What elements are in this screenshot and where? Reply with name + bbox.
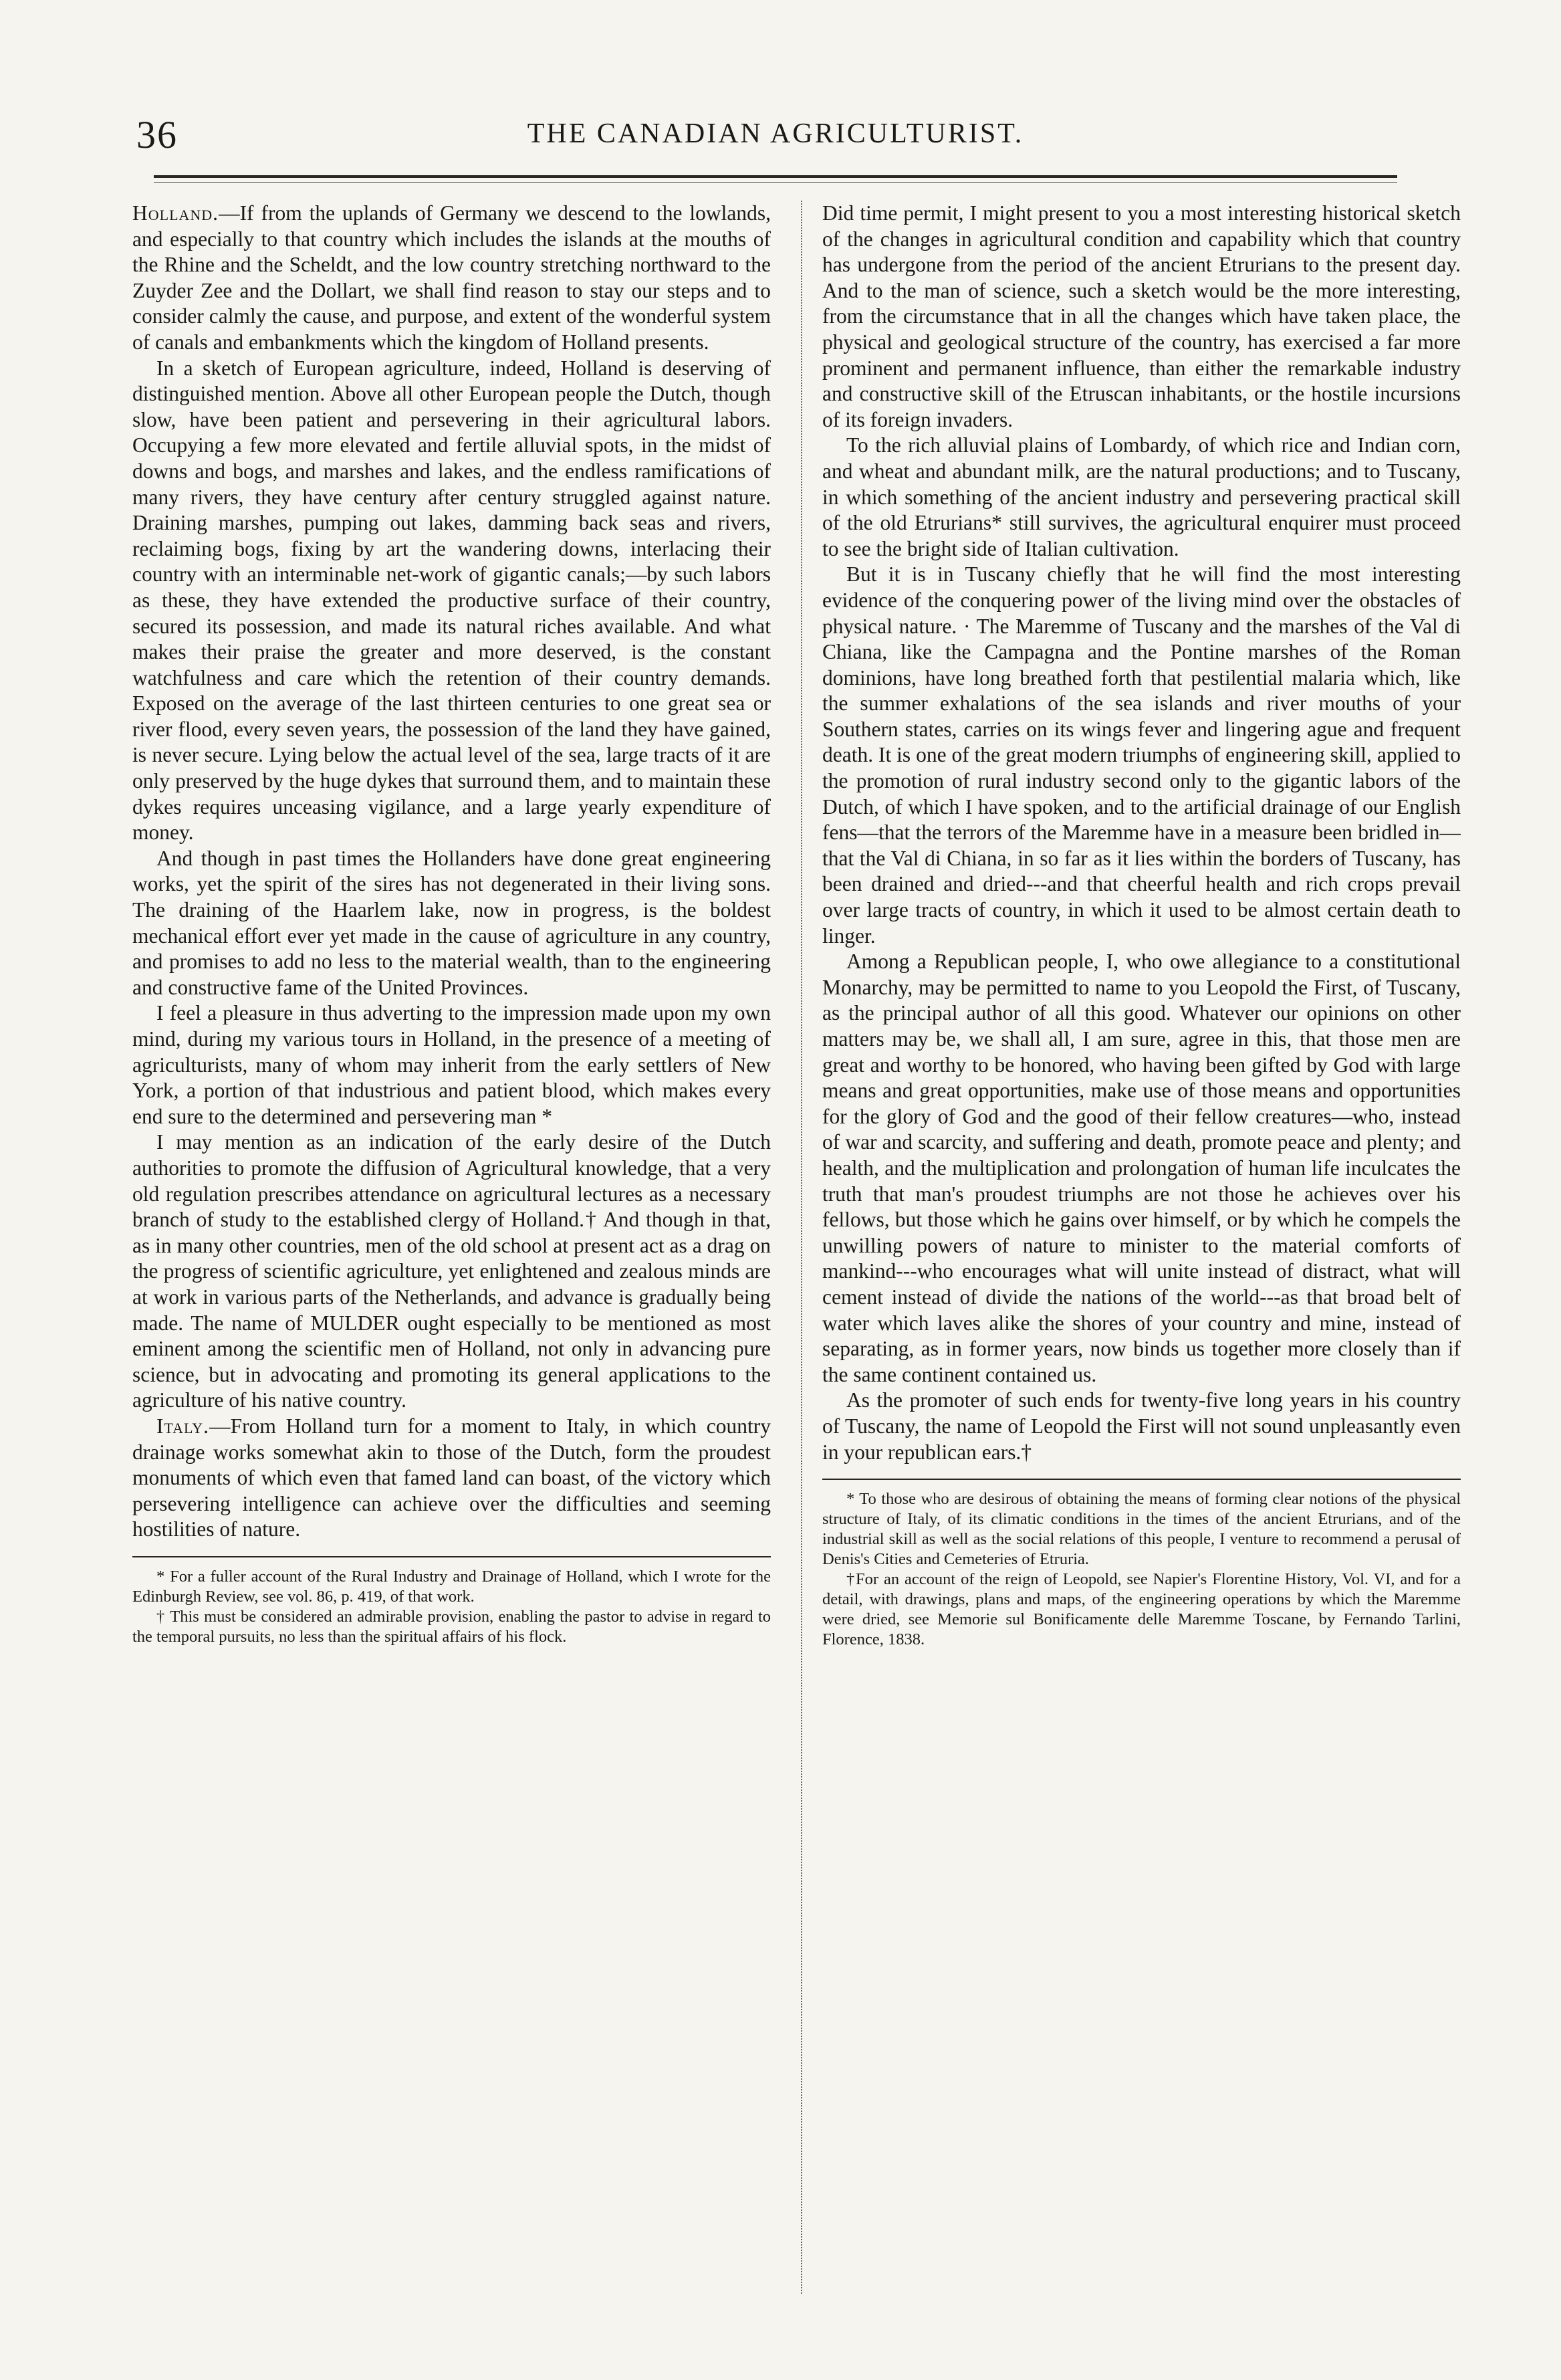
- italy-paragraph: [132, 1414, 771, 1543]
- section-heading-holland: Holland.: [132, 201, 219, 225]
- footnote: †For an account of the reign of Leopold, see Napier's Florentine History, Vol. VI, and for a detail, with drawings, plans and maps, of the engineering operations by which the Maremme were dried, see Memorie sul Bonificamente delle Maremme Toscane, by Fernando Tarlini, Florence, 1838.: [822, 1570, 1461, 1649]
- paragraph: I may mention as an indication of the early desire of the Dutch authorities to promote the diffusion of Agricultural knowledge, that a very old regulation prescribes attendance on agricultural lectures as a necessary branch of study to the established clergy of Holland.† And though in that, as in many other countries, men of the old school at present act as a drag on the progress of scientific agriculture, yet enlightened and zealous minds are at work in various parts of the Netherlands, and advance is gradually being made. The name of MULDER ought especially to be mentioned as most eminent among the scientific men of Holland, not only in advancing pure science, but in advocating and promoting its general applications to the agriculture of his native country.: [132, 1130, 771, 1412]
- paragraph: But it is in Tuscany chiefly that he will find the most interesting evidence of the conquering power of the living mind over the obstacles of physical nature. · The Maremme of Tuscany and the marshes of the Val di Chiana, like the Campagna and the Pontine marshes of the Roman dominions, have long breathed forth that pestilential malaria which, like the summer exhalations of the sea islands and river mouths of your Southern states, carries on its wings fever and lingering ague and frequent death. It is one of the great modern triumphs of engineering skill, applied to the promotion of rural industry second only to the gigantic labors of the Dutch, of which I have spoken, and to the artificial drainage of our English fens—that the terrors of the Maremme have in a measure been bridled in—that the Val di Chiana, in so far as it lies within the borders of Tuscany, has been drained and dried---and that cheerful health and rich crops prevail over large tracts of country, in which it used to be almost certain death to linger.: [822, 562, 1461, 948]
- page-header: [134, 112, 1417, 166]
- right-column: [822, 201, 1461, 2294]
- paragraph: To the rich alluvial plains of Lombardy, of which rice and Indian corn, and wheat and abundant milk, are the natural productions; and to Tuscany, in which something of the ancient industry and persevering practical skill of the old Etrurians* still survives, the agricultural enquirer must proceed to see the bright side of Italian cultivation.: [822, 433, 1461, 560]
- footnotes-right: [822, 1479, 1461, 1650]
- paragraph-text: —If from the uplands of Germany we descend to the lowlands, and especially to that country which includes the islands at the mouths of the Rhine and the Scheldt, and the low country stretching northward to the Zuyder Zee and the Dollart, we shall find reason to stay our steps and to consider calmly the cause, and purpose, and extent of the wonderful system of canals and embankments which the kingdom of Holland presents.: [132, 201, 771, 354]
- footnote: * To those who are desirous of obtaining the means of forming clear notions of the physical structure of Italy, of its climatic conditions in the times of the ancient Etrurians, and of the industrial skill as well as the social relations of this people, I venture to recommend a perusal of Denis's Cities and Cemeteries of Etruria.: [822, 1490, 1461, 1569]
- left-column: [132, 201, 771, 2294]
- footnote: † This must be considered an admirable provision, enabling the pastor to advise in regard to the temporal pursuits, no less than the spiritual affairs of his flock.: [132, 1607, 771, 1646]
- section-heading-italy: Italy.: [156, 1414, 210, 1438]
- paragraph: Among a Republican people, I, who owe allegiance to a constitutional Monarchy, may be permitted to name to you Leopold the First, of Tuscany, as the principal author of all this good. Whatever our opinions on other matters may be, we shall all, I am sure, agree in this, that those men are great and worthy to be honored, who having been gifted by God with large means and great opportunities, make use of those means and opportunities for the glory of God and the good of their fellow creatures—who, instead of war and scarcity, and suffering and death, promote peace and plenty; and health, and the multiplication and prolongation of human life inculcates the truth that man's proudest triumphs are not those he achieves over his fellows, but those which he gains over himself, or by which he compels the unwilling powers of nature to minister to the material comforts of mankind---who encourages what will unite instead of distract, what will cement instead of divide the nations of the world---as that broad belt of water which laves alike the shores of your country and mine, instead of separating, as in former years, now binds us together more closely than if the same continent contained us.: [822, 950, 1461, 1386]
- header-rule: [154, 175, 1397, 178]
- footnote: * For a fuller account of the Rural Industry and Drainage of Holland, which I wrote for the Edinburgh Review, see vol. 86, p. 419, of that work.: [132, 1567, 771, 1606]
- paragraph: And though in past times the Hollanders have done great engineering works, yet the spirit of the sires has not degenerated in their living sons. The draining of the Haarlem lake, now in progress, is the boldest mechanical effort ever yet made in the cause of agriculture in any country, and promises to add no less to the material wealth, than to the engineering and constructive fame of the United Provinces.: [132, 846, 771, 999]
- holland-paragraph: [132, 201, 771, 356]
- paragraph-text: —From Holland turn for a moment to Italy, in which country drainage works somewhat akin to those of the Dutch, form the proudest monuments of which even that famed land can boast, of the victory which persevering intelligence can achieve over the difficulties and seeming hostilities of nature.: [132, 1414, 771, 1541]
- footnotes-left: [132, 1556, 771, 1647]
- running-title: THE CANADIAN AGRICULTURIST.: [527, 118, 1024, 149]
- column-divider: [801, 201, 802, 2294]
- header-rule-thin: [154, 182, 1397, 183]
- paragraph: Did time permit, I might present to you a most interesting historical sketch of the changes in agricultural condition and capability which that country has undergone from the period of the ancient Etrurians to the present day. And to the man of science, such a sketch would be the more interesting, from the circumstance that in all the changes which have taken place, the physical and geological structure of the country, has exercised a far more prominent and permanent influence, than either the remarkable industry and constructive skill of the Etruscan inhabitants, or the hostile incursions of its foreign invaders.: [822, 201, 1461, 431]
- paragraph: In a sketch of European agriculture, indeed, Holland is deserving of distinguished mention. Above all other European people the Dutch, though slow, have been patient and persevering in their agricultural labors. Occupying a few more elevated and fertile alluvial spots, in the midst of downs and bogs, and marshes and lakes, and the endless ramifications of many rivers, they have century after century struggled against nature. Draining marshes, pumping out lakes, damming back seas and rivers, reclaiming bogs, fixing by art the wandering downs, interlacing their country with an interminable net-work of gigantic canals;—by such labors as these, they have extended the productive surface of their country, secured its possession, and made its natural riches available. And what makes their praise the greater and more deserved, is the constant watchfulness and care which the retention of their country demands. Exposed on the average of the last thirteen centuries to one great sea or river flood, every seven years, the possession of the land they have gained, is never secure. Lying below the actual level of the sea, large tracts of it are only preserved by the huge dykes that surround them, and to maintain these dykes requires unceasing vigilance, and a large yearly expenditure of money.: [132, 356, 771, 845]
- paragraph: I feel a pleasure in thus adverting to the impression made upon my own mind, during my various tours in Holland, in the presence of a meeting of agriculturists, many of whom may inherit from the early settlers of New York, a portion of that industrious and patient blood, which makes every end sure to the determined and persevering man *: [132, 1001, 771, 1128]
- paragraph: As the promoter of such ends for twenty-five long years in his country of Tuscany, the name of Leopold the First will not sound unpleasantly even in your republican ears.†: [822, 1388, 1461, 1464]
- page-number: 36: [136, 113, 178, 156]
